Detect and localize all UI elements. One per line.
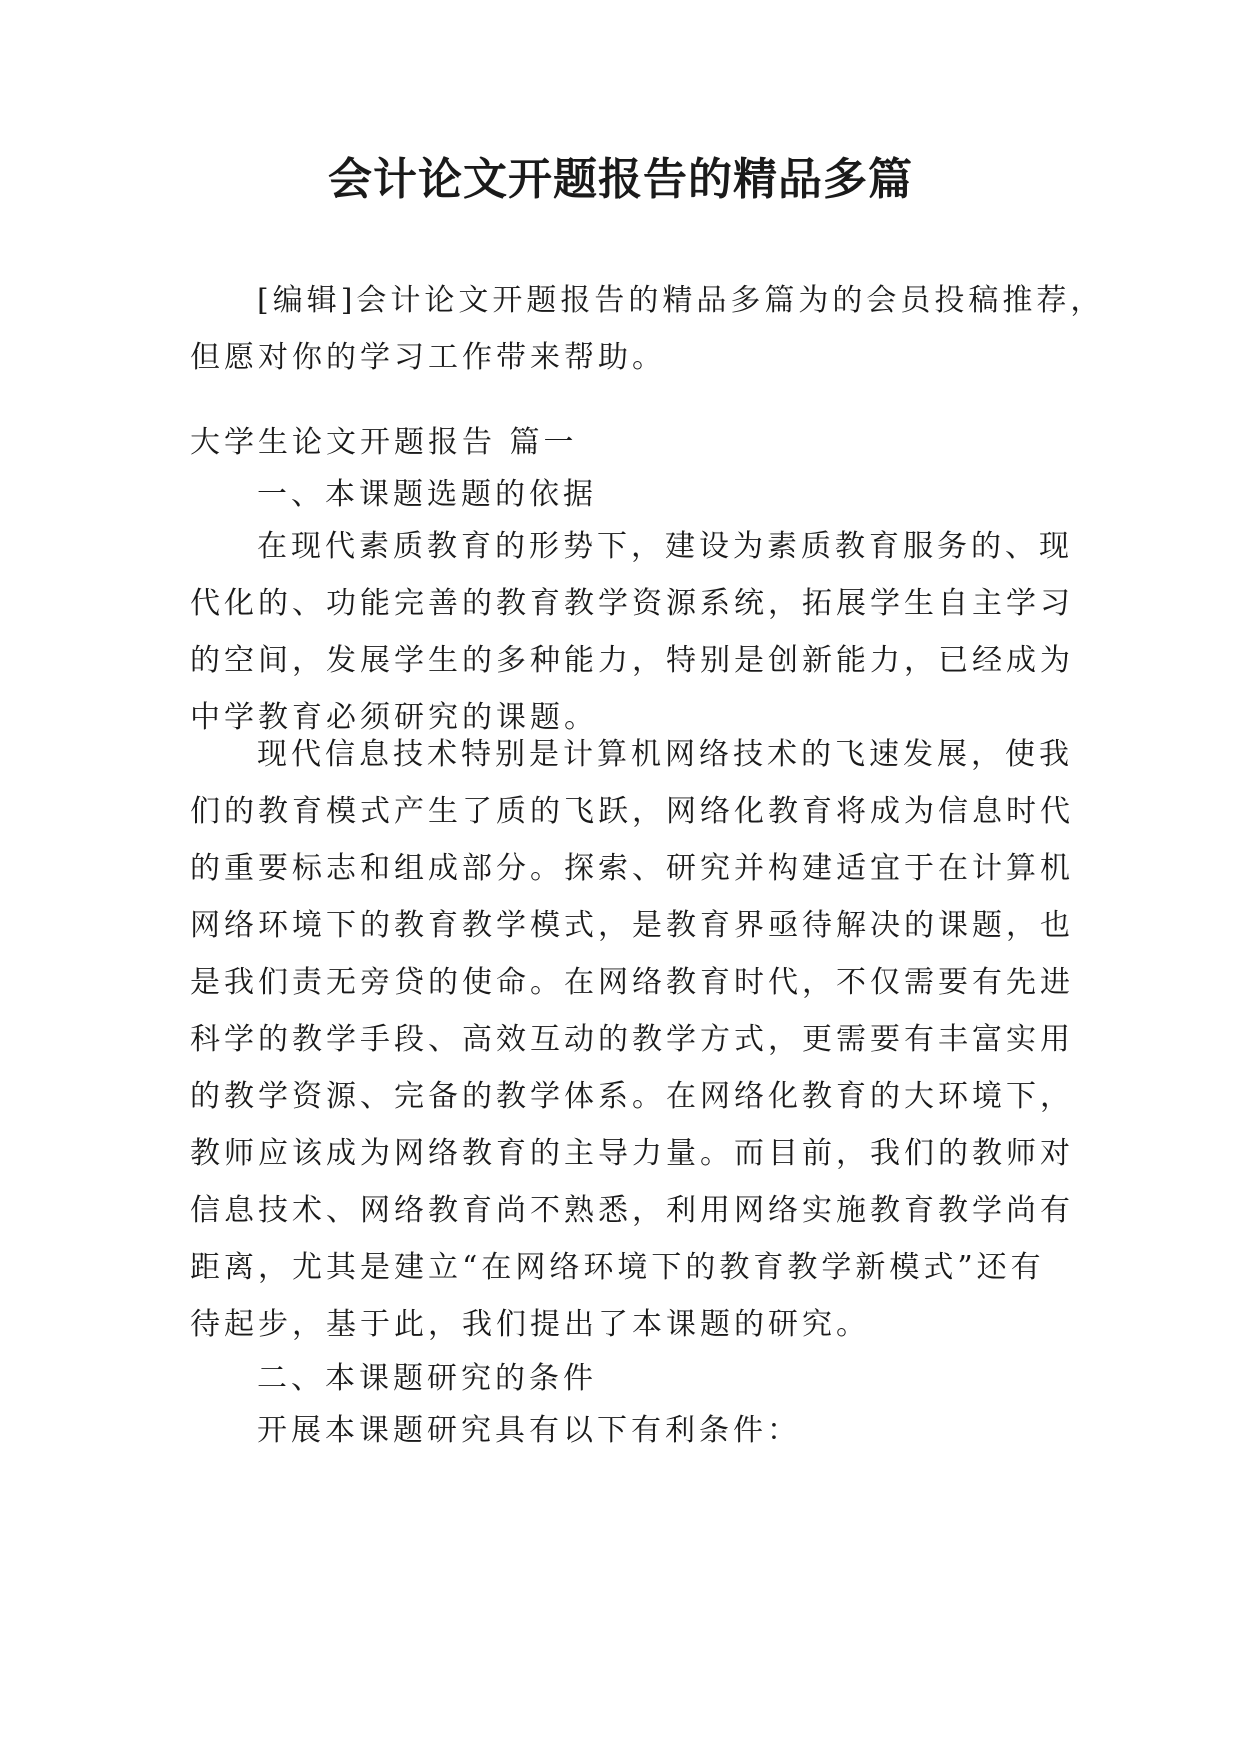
paragraph-1-line: 中学教育必须研究的课题。 (190, 700, 598, 735)
paragraph-2-line: 距离，尤其是建立“在网络环境下的教育教学新模式”还有 (190, 1250, 1045, 1285)
document-title: 会计论文开题报告的精品多篇 (328, 154, 913, 205)
paragraph-2-line: 待起步，基于此，我们提出了本课题的研究。 (190, 1307, 870, 1342)
paragraph-1-line: 的空间，发展学生的多种能力，特别是创新能力，已经成为 (190, 643, 1074, 678)
paragraph-2-line: 网络环境下的教育教学模式，是教育界亟待解决的课题，也 (190, 908, 1074, 943)
intro-line-1: [编辑]会计论文开题报告的精品多篇为的会员投稿推荐， (257, 283, 1105, 318)
heading-1 (190, 466, 1060, 523)
intro-line-2: 但愿对你的学习工作带来帮助。 (190, 340, 666, 375)
paragraph-2-line: 科学的教学手段、高效互动的教学方式，更需要有丰富实用 (190, 1022, 1074, 1057)
paragraph-1-line: 在现代素质教育的形势下，建设为素质教育服务的、现 (257, 529, 1073, 564)
intro-paragraph (190, 272, 1105, 386)
paragraph-2-line: 的重要标志和组成部分。探索、研究并构建适宜于在计算机 (190, 851, 1074, 886)
section-heading-text: 大学生论文开题报告 篇一 (190, 425, 578, 460)
paragraph-1 (190, 518, 1074, 746)
heading-2-text: 二、本课题研究的条件 (257, 1361, 597, 1396)
paragraph-2 (190, 726, 1074, 1353)
paragraph-2-line: 教师应该成为网络教育的主导力量。而目前，我们的教师对 (190, 1136, 1074, 1171)
paragraph-2-line: 是我们责无旁贷的使命。在网络教育时代，不仅需要有先进 (190, 965, 1074, 1000)
paragraph-2-line: 的教学资源、完备的教学体系。在网络化教育的大环境下， (190, 1079, 1074, 1114)
heading-1-text: 一、本课题选题的依据 (257, 477, 597, 512)
paragraph-2-line: 们的教育模式产生了质的飞跃，网络化教育将成为信息时代 (190, 794, 1074, 829)
section-heading (190, 414, 1060, 471)
paragraph-3-text: 开展本课题研究具有以下有利条件： (257, 1413, 801, 1448)
paragraph-2-line: 信息技术、网络教育尚不熟悉，利用网络实施教育教学尚有 (190, 1193, 1074, 1228)
heading-2 (190, 1350, 1060, 1407)
paragraph-3 (190, 1402, 1060, 1459)
paragraph-1-line: 代化的、功能完善的教育教学资源系统，拓展学生自主学习 (190, 586, 1074, 621)
paragraph-2-line: 现代信息技术特别是计算机网络技术的飞速发展，使我 (257, 737, 1073, 772)
